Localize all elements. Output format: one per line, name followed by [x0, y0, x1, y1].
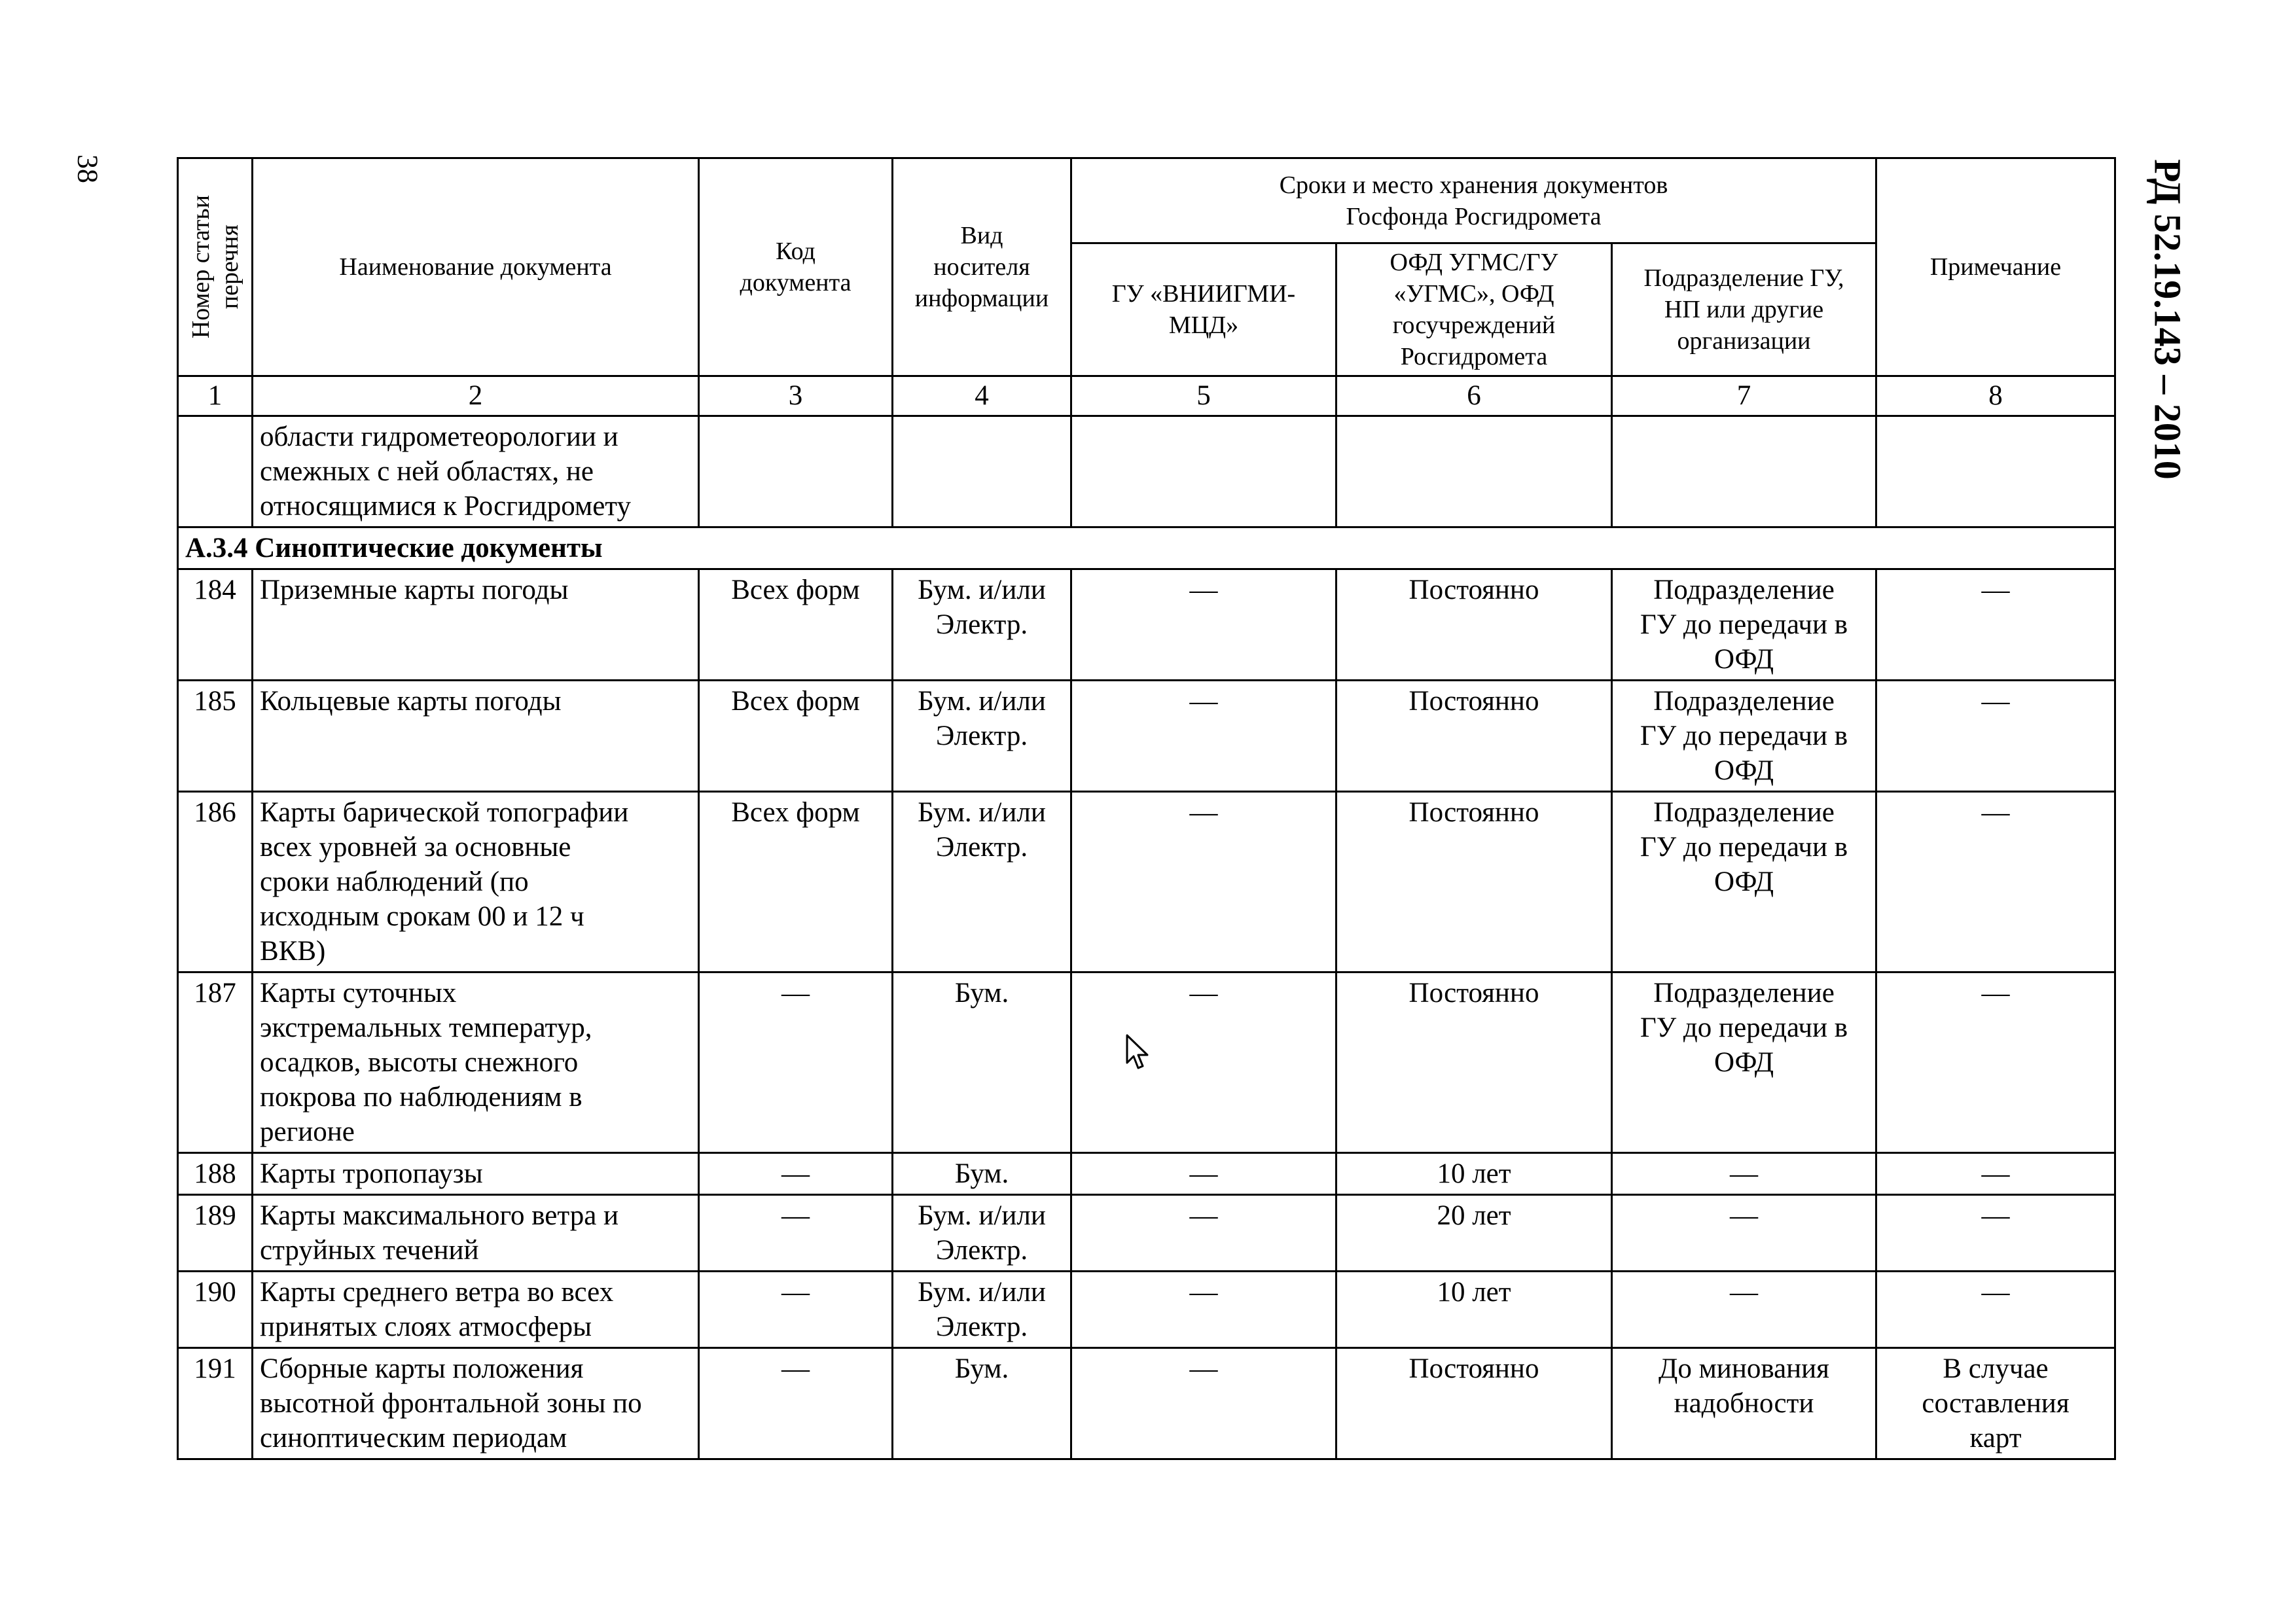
column-number: 3	[699, 376, 893, 416]
column-number: 4	[893, 376, 1071, 416]
row-document-name: Кольцевые карты погоды	[253, 681, 699, 792]
row-document-name: области гидрометеорологии и смежных с ней областях, не относящимися к Росгидромету	[253, 416, 699, 527]
row-ofd	[1336, 416, 1612, 527]
row-number: 191	[178, 1348, 253, 1459]
row-gu	[1071, 416, 1336, 527]
row-number: 190	[178, 1272, 253, 1348]
table-row	[178, 681, 2115, 792]
row-ofd: Постоянно	[1336, 1348, 1612, 1459]
row-ofd: Постоянно	[1336, 792, 1612, 972]
row-ofd: Постоянно	[1336, 569, 1612, 681]
row-note: —	[1876, 972, 2115, 1153]
column-number-row	[178, 376, 2115, 416]
row-code: —	[699, 1272, 893, 1348]
section-row	[178, 527, 2115, 569]
header-note: Примечание	[1876, 158, 2115, 376]
row-ofd: Постоянно	[1336, 681, 1612, 792]
row-department: Подразделение ГУ до передачи в ОФД	[1612, 972, 1876, 1153]
row-document-name: Карты суточных экстремальных температур, осадков, высоты снежного покрова по наблюдениям в регионе	[253, 972, 699, 1153]
row-department: Подразделение ГУ до передачи в ОФД	[1612, 792, 1876, 972]
row-medium: Бум.	[893, 972, 1071, 1153]
row-number: 186	[178, 792, 253, 972]
header-document-code: Код документа	[699, 158, 893, 376]
row-medium: Бум. и/или Электр.	[893, 681, 1071, 792]
column-number: 8	[1876, 376, 2115, 416]
row-number: 189	[178, 1195, 253, 1272]
table-row	[178, 569, 2115, 681]
row-gu: —	[1071, 569, 1336, 681]
row-note: —	[1876, 1272, 2115, 1348]
row-document-name: Приземные карты погоды	[253, 569, 699, 681]
row-code	[699, 416, 893, 527]
header-document-name: Наименование документа	[253, 158, 699, 376]
row-medium	[893, 416, 1071, 527]
row-number	[178, 416, 253, 527]
row-document-name: Карты максимального ветра и струйных течений	[253, 1195, 699, 1272]
row-number: 187	[178, 972, 253, 1153]
row-note: —	[1876, 1153, 2115, 1195]
row-note: В случае составления карт	[1876, 1348, 2115, 1459]
row-gu: —	[1071, 1348, 1336, 1459]
row-document-name: Карты тропопаузы	[253, 1153, 699, 1195]
row-document-name: Сборные карты положения высотной фронтальной зоны по синоптическим периодам	[253, 1348, 699, 1459]
table-row	[178, 1195, 2115, 1272]
row-note: —	[1876, 569, 2115, 681]
row-gu: —	[1071, 792, 1336, 972]
row-gu: —	[1071, 972, 1336, 1153]
row-code: —	[699, 1153, 893, 1195]
retention-table	[177, 157, 2116, 1460]
row-document-name: Карты среднего ветра во всех принятых слоях атмосферы	[253, 1272, 699, 1348]
row-department: —	[1612, 1153, 1876, 1195]
row-code: Всех форм	[699, 681, 893, 792]
row-department: Подразделение ГУ до передачи в ОФД	[1612, 569, 1876, 681]
table-row	[178, 1272, 2115, 1348]
row-department: —	[1612, 1195, 1876, 1272]
row-medium: Бум.	[893, 1348, 1071, 1459]
column-number: 6	[1336, 376, 1612, 416]
row-department: —	[1612, 1272, 1876, 1348]
row-note: —	[1876, 792, 2115, 972]
row-note: —	[1876, 1195, 2115, 1272]
row-medium: Бум.	[893, 1153, 1071, 1195]
row-medium: Бум. и/или Электр.	[893, 569, 1071, 681]
column-number: 2	[253, 376, 699, 416]
header-medium: Вид носителя информации	[893, 158, 1071, 376]
section-title: А.3.4 Синоптические документы	[178, 527, 2115, 569]
document-code: РД 52.19.143 – 2010	[2146, 159, 2189, 480]
continuation-row	[178, 416, 2115, 527]
table-row	[178, 792, 2115, 972]
table-row	[178, 1153, 2115, 1195]
page-number: 38	[71, 154, 104, 183]
row-document-name: Карты барической топографии всех уровней за основные сроки наблюдений (по исходным срокам 00 и 12 ч ВКВ)	[253, 792, 699, 972]
header-article-number: Номер статьи перечня	[187, 195, 243, 339]
column-number: 5	[1071, 376, 1336, 416]
row-number: 184	[178, 569, 253, 681]
header-department: Подразделение ГУ, НП или другие организации	[1612, 243, 1876, 376]
row-medium: Бум. и/или Электр.	[893, 1195, 1071, 1272]
row-department: Подразделение ГУ до передачи в ОФД	[1612, 681, 1876, 792]
header-article-number-cell	[178, 158, 253, 376]
row-ofd: 20 лет	[1336, 1195, 1612, 1272]
row-department: До минования надобности	[1612, 1348, 1876, 1459]
row-note	[1876, 416, 2115, 527]
row-note: —	[1876, 681, 2115, 792]
row-department	[1612, 416, 1876, 527]
row-ofd: 10 лет	[1336, 1272, 1612, 1348]
row-gu: —	[1071, 681, 1336, 792]
row-code: Всех форм	[699, 792, 893, 972]
row-gu: —	[1071, 1195, 1336, 1272]
row-number: 185	[178, 681, 253, 792]
row-code: —	[699, 972, 893, 1153]
header-storage-group: Сроки и место хранения документов Госфонда Росгидромета	[1071, 158, 1876, 243]
row-ofd: Постоянно	[1336, 972, 1612, 1153]
row-medium: Бум. и/или Электр.	[893, 792, 1071, 972]
header-ofd: ОФД УГМС/ГУ «УГМС», ОФД госучреждений Росгидромета	[1336, 243, 1612, 376]
row-number: 188	[178, 1153, 253, 1195]
header-gu-vniigmi: ГУ «ВНИИГМИ- МЦД»	[1071, 243, 1336, 376]
row-gu: —	[1071, 1153, 1336, 1195]
column-number: 1	[178, 376, 253, 416]
row-medium: Бум. и/или Электр.	[893, 1272, 1071, 1348]
column-number: 7	[1612, 376, 1876, 416]
table-row	[178, 1348, 2115, 1459]
row-ofd: 10 лет	[1336, 1153, 1612, 1195]
row-code: —	[699, 1348, 893, 1459]
row-gu: —	[1071, 1272, 1336, 1348]
row-code: Всех форм	[699, 569, 893, 681]
row-code: —	[699, 1195, 893, 1272]
